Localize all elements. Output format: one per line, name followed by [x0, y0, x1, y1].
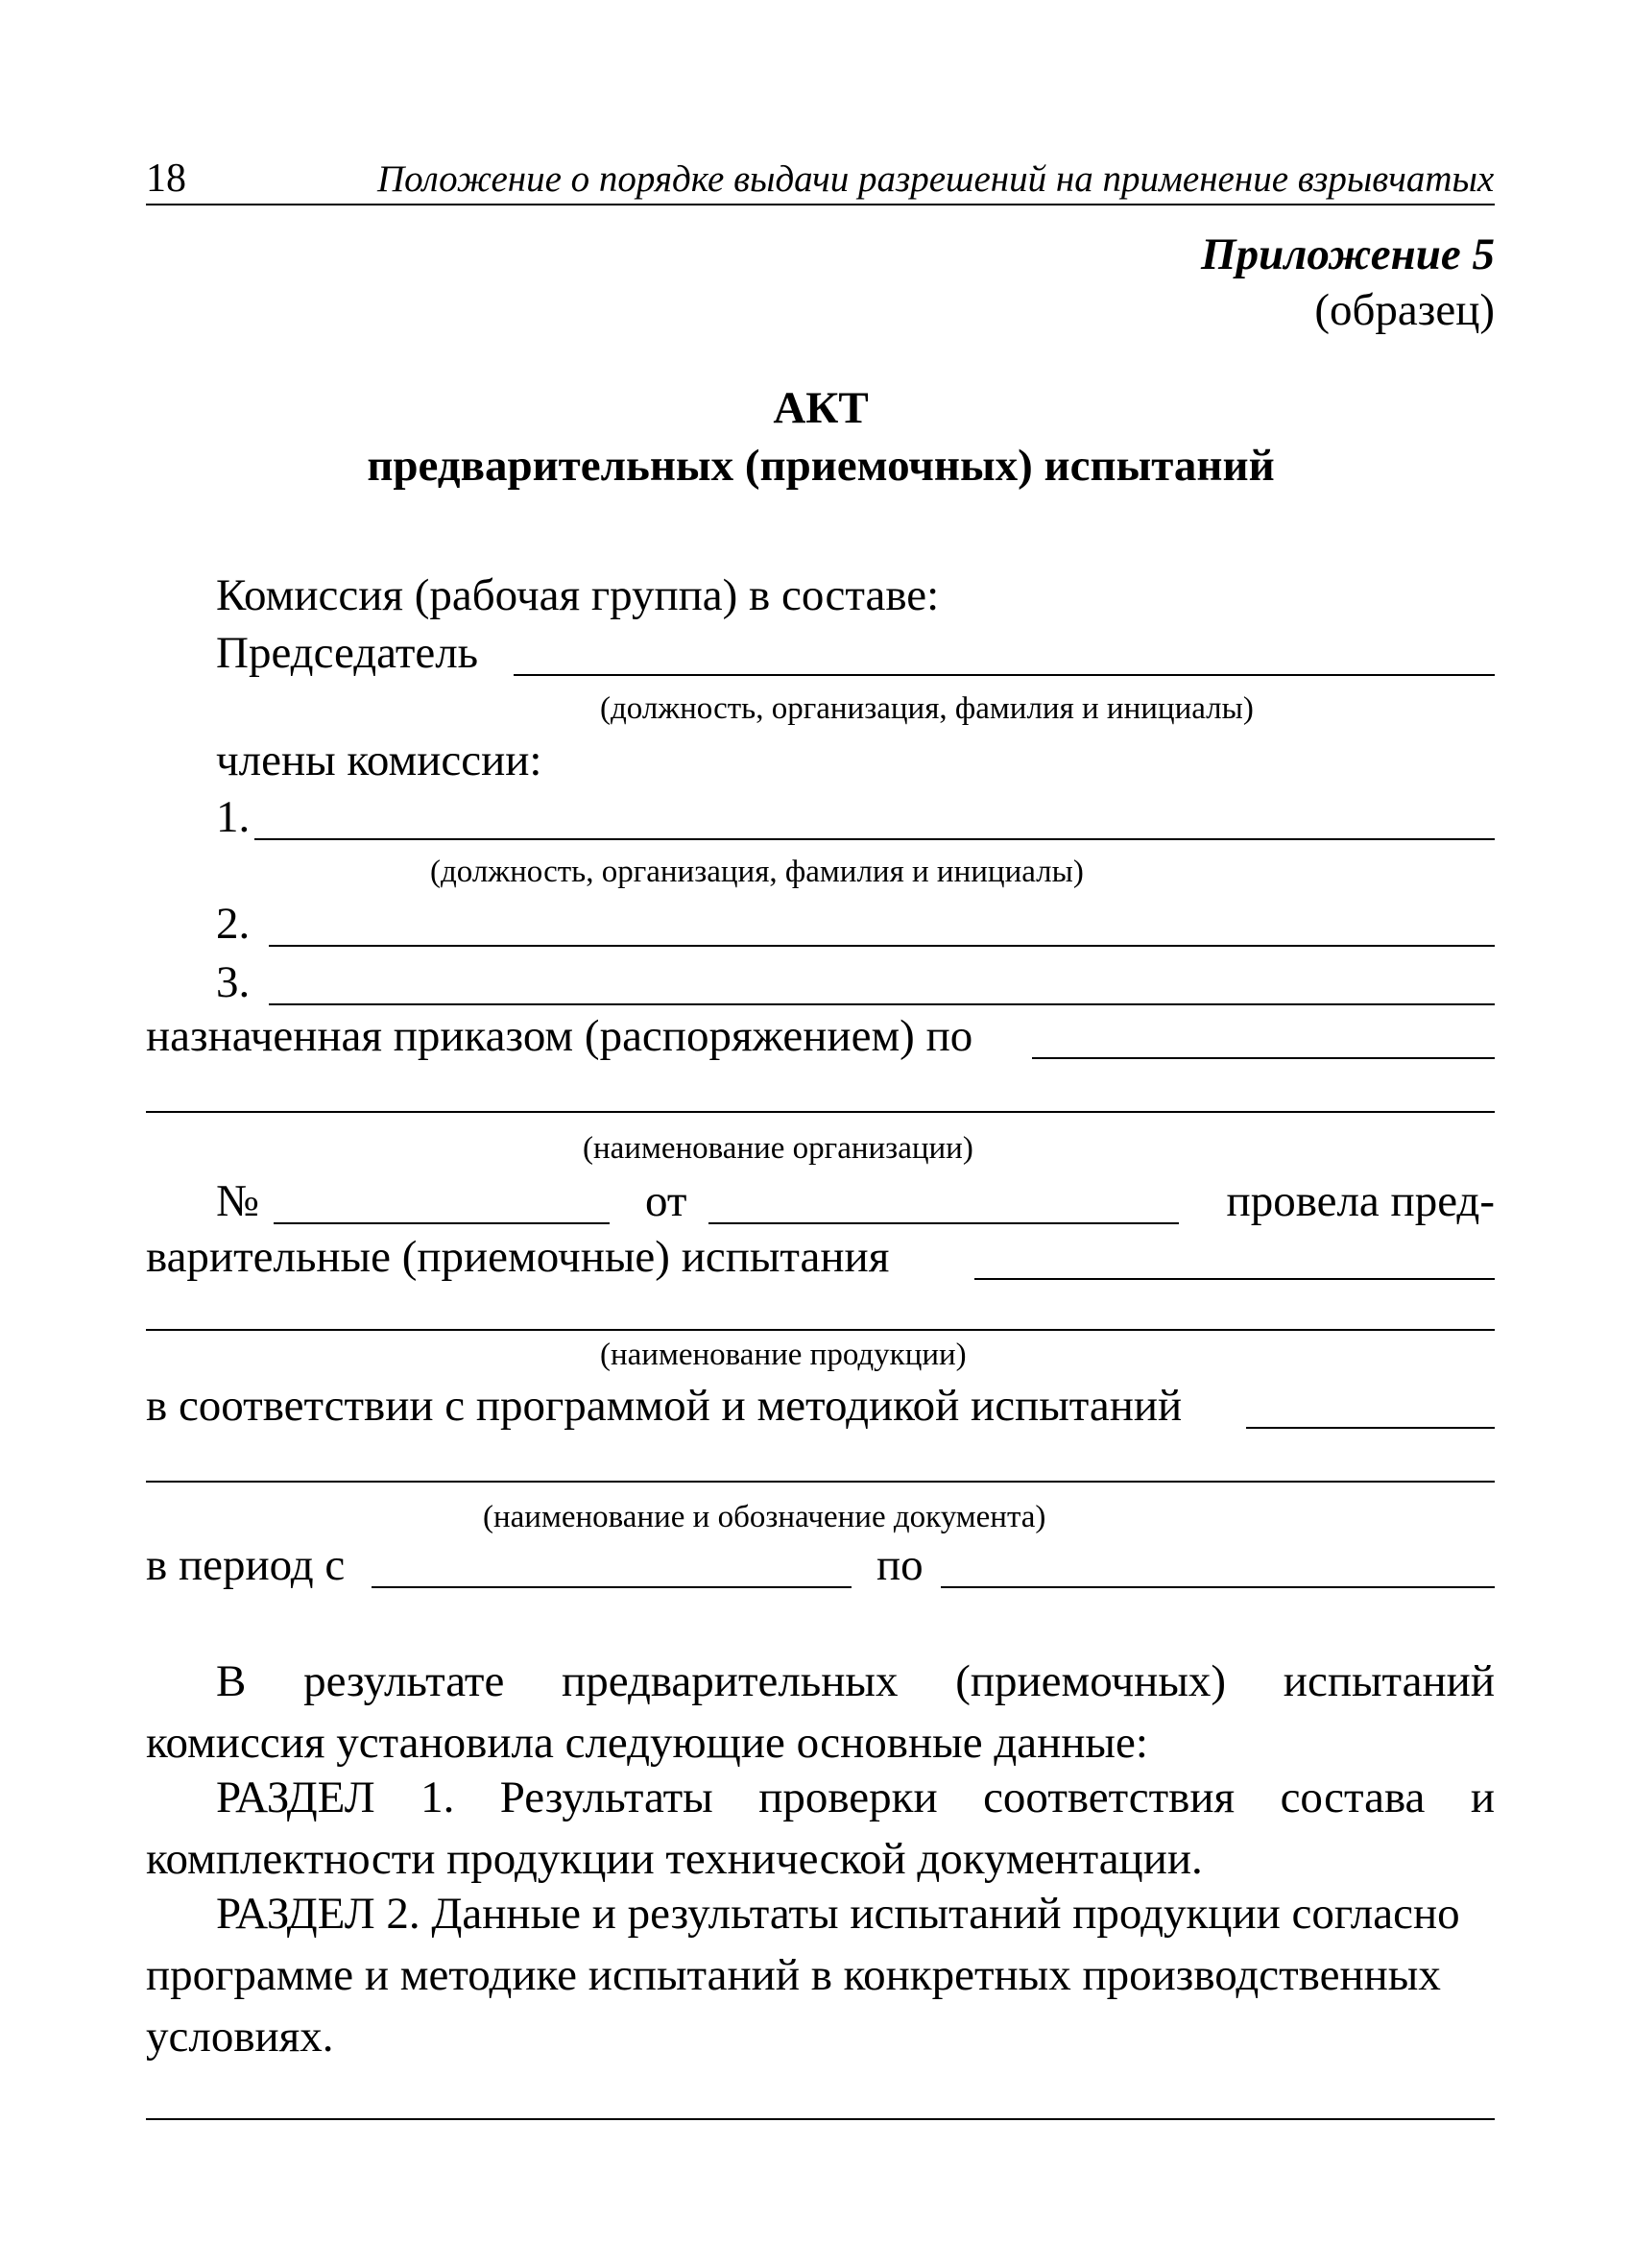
number-field[interactable] — [274, 1222, 610, 1224]
program-field[interactable] — [1246, 1427, 1495, 1429]
chairman-field[interactable] — [514, 674, 1495, 676]
chairman-label: Председатель — [216, 628, 479, 678]
date-field[interactable] — [708, 1222, 1179, 1224]
member-caption: (должность, организация, фамилия и инициалы) — [430, 855, 1084, 889]
document-title: АКТ — [773, 383, 869, 433]
commission-intro: Комиссия (рабочая группа) в составе: — [216, 570, 940, 620]
member-1-field[interactable] — [254, 838, 1495, 840]
period-from-label: в период с — [146, 1540, 346, 1590]
page-number: 18 — [146, 157, 186, 201]
organization-caption: (наименование организации) — [583, 1131, 973, 1166]
member-3-field[interactable] — [269, 1003, 1495, 1005]
section-1-text: РАЗДЕЛ 1. Результаты проверки соответствия состава и комплектности продукции технической документации. — [146, 1773, 1495, 1884]
document-field[interactable] — [146, 1481, 1495, 1483]
header-rule — [146, 204, 1495, 205]
member-2-number: 2. — [216, 899, 251, 949]
member-1-number: 1. — [216, 792, 251, 842]
section-2 — [146, 1883, 1495, 2067]
program-label: в соответствии с программой и методикой испытаний — [146, 1381, 1183, 1431]
appendix-label: Приложение 5 — [1201, 229, 1495, 279]
date-from-label: от — [645, 1176, 687, 1226]
period-end-field[interactable] — [941, 1586, 1495, 1588]
running-header: Положение о порядке выдачи разрешений на применение взрывчатых — [377, 158, 1495, 200]
sample-label: (образец) — [1314, 285, 1495, 335]
result-paragraph-text: В результате предварительных (приемочных) испытаний комиссия установила следующие основные данные: — [146, 1656, 1495, 1768]
section-2-text: РАЗДЕЛ 2. Данные и результаты испытаний продукции согласно программе и методике испытаний в конкретных производственных условиях. — [146, 1889, 1460, 2062]
member-3-number: 3. — [216, 957, 251, 1007]
product-caption: (наименование продукции) — [600, 1338, 967, 1372]
chairman-caption: (должность, организация, фамилия и инициалы) — [600, 691, 1254, 726]
bottom-rule — [146, 2118, 1495, 2120]
appointed-field[interactable] — [1032, 1057, 1495, 1059]
tests-label: варительные (приемочные) испытания — [146, 1232, 890, 1282]
section-1 — [146, 1767, 1495, 1890]
conducted-label: провела пред- — [1226, 1176, 1495, 1226]
tests-field[interactable] — [974, 1278, 1495, 1280]
period-to-label: по — [876, 1540, 924, 1590]
result-paragraph — [146, 1651, 1495, 1773]
number-label: № — [216, 1176, 259, 1226]
period-start-field[interactable] — [372, 1586, 852, 1588]
document-caption: (наименование и обозначение документа) — [483, 1500, 1046, 1534]
document-subtitle: предварительных (приемочных) испытаний — [367, 441, 1275, 491]
members-label: члены комиссии: — [216, 736, 542, 785]
product-field[interactable] — [146, 1329, 1495, 1331]
member-2-field[interactable] — [269, 945, 1495, 947]
organization-field[interactable] — [146, 1111, 1495, 1113]
appointed-label: назначенная приказом (распоряжением) по — [146, 1011, 973, 1061]
